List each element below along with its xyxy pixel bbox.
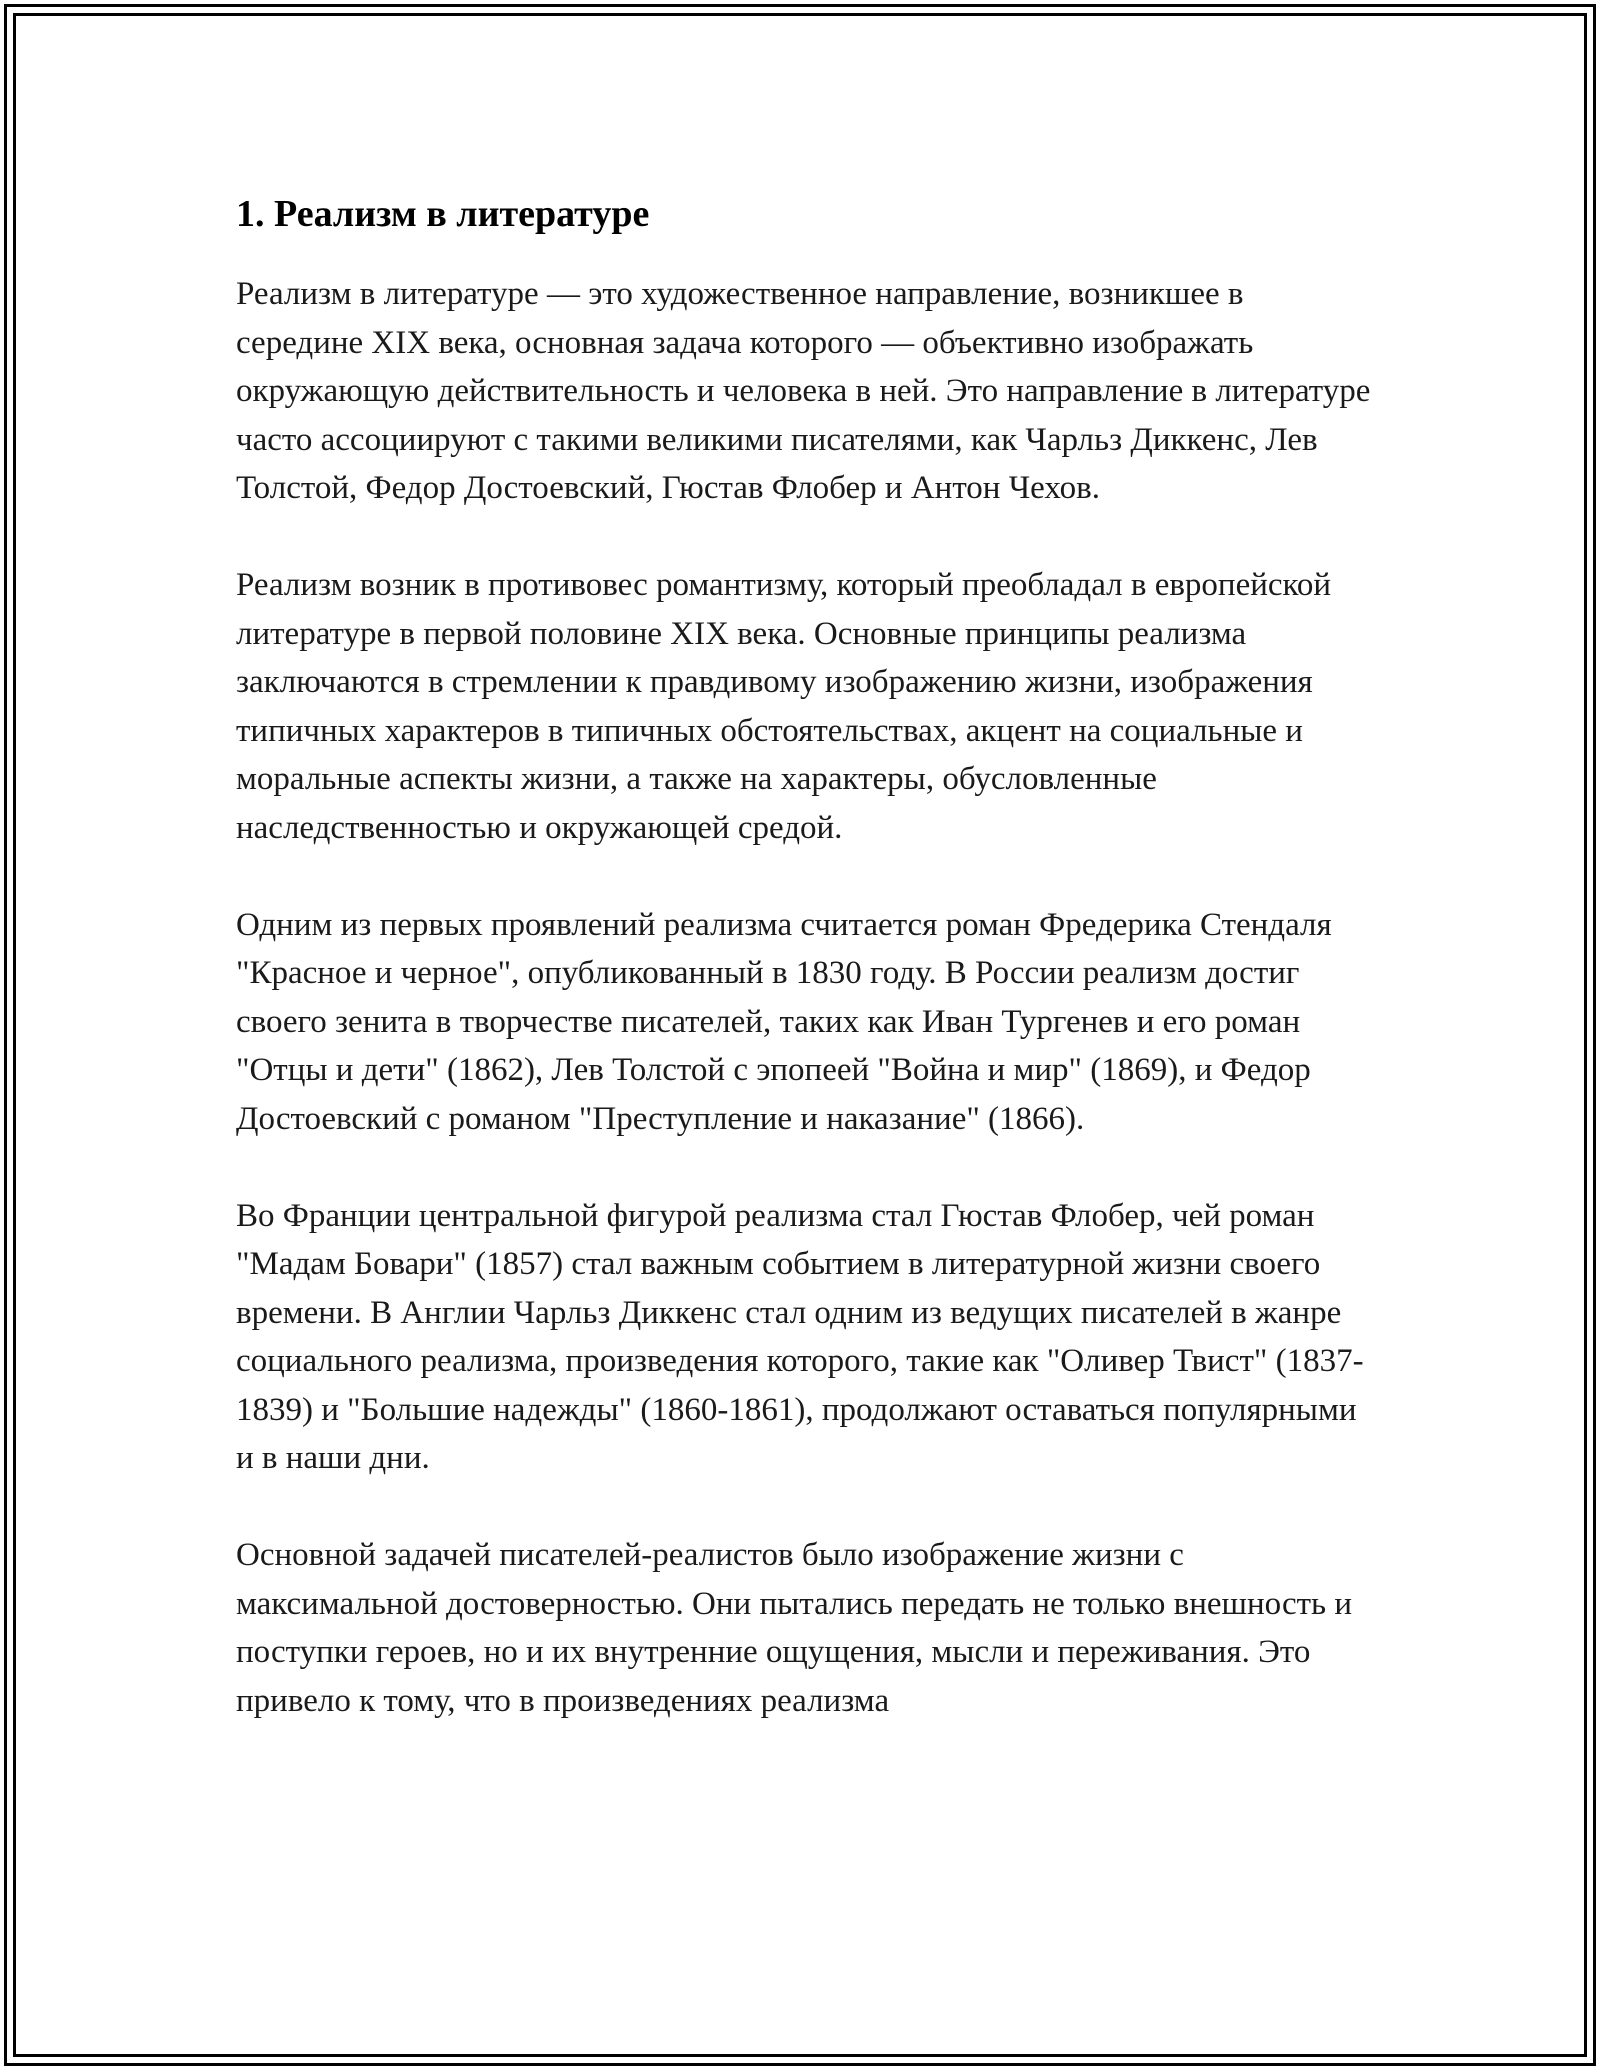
section-heading: 1. Реализм в литературе <box>236 193 650 235</box>
paragraph-1: Реализм в литературе — это художественное направление, возникшее в середине XIX века, основная задача которого — объективно изображать окружающую действительность и человека в ней. Это направление в литературе часто ассоциируют с такими великими писателями, как Чарльз Диккенс, Лев Толстой, Федор Достоевский, Гюстав Флобер и Антон Чехов. <box>236 276 1371 506</box>
paragraph-2: Реализм возник в противовес романтизму, который преобладал в европейской литературе в первой половине XIX века. Основные принципы реализма заключаются в стремлении к правдивому изображению жизни, изображения типичных характеров в типичных обстоятельствах, акцент на социальные и моральные аспекты жизни, а также на характеры, обусловленные наследственностью и окружающей средой. <box>236 567 1332 846</box>
paragraph-4: Во Франции центральной фигурой реализма стал Гюстав Флобер, чей роман "Мадам Бовари" (1857) стал важным событием в литературной жизни своего времени. В Англии Чарльз Диккенс стал одним из ведущих писателей в жанре социального реализма, произведения которого, такие как "Оливер Твист" (1837-1839) и "Большие надежды" (1860-1861), продолжают оставаться популярными и в наши дни. <box>236 1197 1364 1476</box>
document-body <box>236 188 1376 1774</box>
paragraph-5: Основной задачей писателей-реалистов было изображение жизни с максимальной достоверностью. Они пытались передать не только внешность и поступки героев, но и их внутренние ощущения, мысли и переживания. Это привело к тому, что в произведениях реализма <box>236 1537 1352 1719</box>
paragraph-3: Одним из первых проявлений реализма считается роман Фредерика Стендаля "Красное и черное", опубликованный в 1830 году. В России реализм достиг своего зенита в творчестве писателей, таких как Иван Тургенев и его роман "Отцы и дети" (1862), Лев Толстой с эпопеей "Война и мир" (1869), и Федор Достоевский с романом "Преступление и наказание" (1866). <box>236 906 1332 1137</box>
